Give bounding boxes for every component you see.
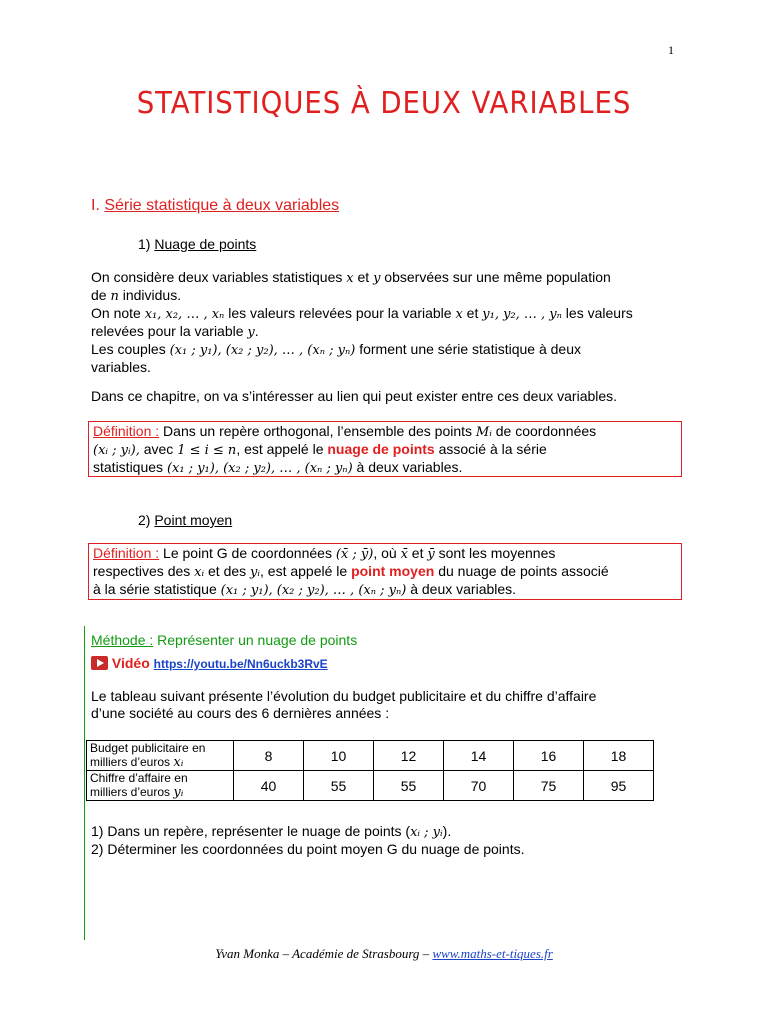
subsection-number: 1) [138, 236, 155, 252]
subsection-title: Nuage de points [154, 236, 257, 252]
table-cell: 16 [514, 741, 584, 771]
footer-text: Yvan Monka – Académie de Strasbourg – [215, 946, 433, 961]
footer-link[interactable]: www.maths-et-tiques.fr [432, 946, 553, 961]
row-header-budget: Budget publicitaire en milliers d’euros xᵢ [87, 741, 234, 771]
table-row [87, 741, 654, 771]
table-cell: 75 [514, 771, 584, 801]
footer [0, 946, 768, 962]
intro-paragraph: On considère deux variables statistiques x et y observées sur une même population de n individus. On note x₁, x₂, … , xₙ les valeurs relevées pour la variable x et y₁, y₂, … , yₙ les valeurs relevées pour la variable y. Les couples (x₁ ; y₁), (x₂ ; y₂), … , (xₙ ; yₙ) forment une série statistique à deux variables. [91, 269, 633, 375]
question-1: 1) Dans un repère, représenter le nuage de points (xᵢ ; yᵢ). [91, 823, 452, 840]
section-title: Série statistique à deux variables [104, 197, 340, 214]
table-cell: 12 [374, 741, 444, 771]
subsection-title: Point moyen [154, 512, 233, 528]
definition-label: Définition : [93, 545, 160, 561]
section-number: I. [91, 197, 105, 214]
table-cell: 8 [234, 741, 304, 771]
video-link[interactable]: https://youtu.be/Nn6uckb3RvE [153, 657, 328, 671]
table-cell: 70 [444, 771, 514, 801]
subsection-heading-2 [138, 512, 232, 528]
page-number: 1 [668, 43, 674, 57]
method-label: Méthode : [91, 632, 154, 648]
data-table [86, 740, 654, 801]
row-header-revenue: Chiffre d’affaire en milliers d’euros yᵢ [87, 771, 234, 801]
table-cell: 95 [584, 771, 654, 801]
definition-box-1: Définition : Dans un repère orthogonal, l’ensemble des points Mᵢ de coordonnées (xᵢ ; yᵢ), avec 1 ≤ i ≤ n, est appelé le nuage de points associé à la série statistiques (x₁ ; y₁), (x₂ ; y₂), … , (xₙ ; yₙ) à deux variables. [88, 421, 682, 477]
video-line [91, 655, 328, 671]
method-margin-line [84, 626, 85, 940]
table-cell: 18 [584, 741, 654, 771]
question-2: 2) Déterminer les coordonnées du point moyen G du nuage de points. [91, 841, 525, 857]
table-intro: Le tableau suivant présente l’évolution du budget publicitaire et du chiffre d’affaire d’une société au cours des 6 dernières années : [91, 688, 597, 721]
table-row [87, 771, 654, 801]
page-title: STATISTIQUES À DEUX VARIABLES [136, 86, 632, 121]
section-heading [91, 197, 339, 215]
table-cell: 55 [304, 771, 374, 801]
table-cell: 40 [234, 771, 304, 801]
subsection-number: 2) [138, 512, 155, 528]
questions [91, 823, 691, 858]
method-title: Représenter un nuage de points [153, 632, 358, 648]
table-cell: 55 [374, 771, 444, 801]
chapter-text: Dans ce chapitre, on va s’intéresser au lien qui peut exister entre ces deux variables. [91, 388, 618, 404]
method-heading [91, 632, 357, 648]
video-label: Vidéo [111, 655, 150, 671]
table-cell: 10 [304, 741, 374, 771]
subsection-heading-1 [138, 236, 256, 252]
definition-label: Définition : [93, 423, 160, 439]
definition-box-2: Définition : Le point G de coordonnées (x̄ ; ȳ), où x̄ et ȳ sont les moyennes respectives des xᵢ et des yᵢ, est appelé le point moyen du nuage de points associé à la série statistique (x₁ ; y₁), (x₂ ; y₂), … , (xₙ ; yₙ) à deux variables. [88, 543, 682, 600]
play-video-icon[interactable] [91, 656, 108, 670]
table-cell: 14 [444, 741, 514, 771]
